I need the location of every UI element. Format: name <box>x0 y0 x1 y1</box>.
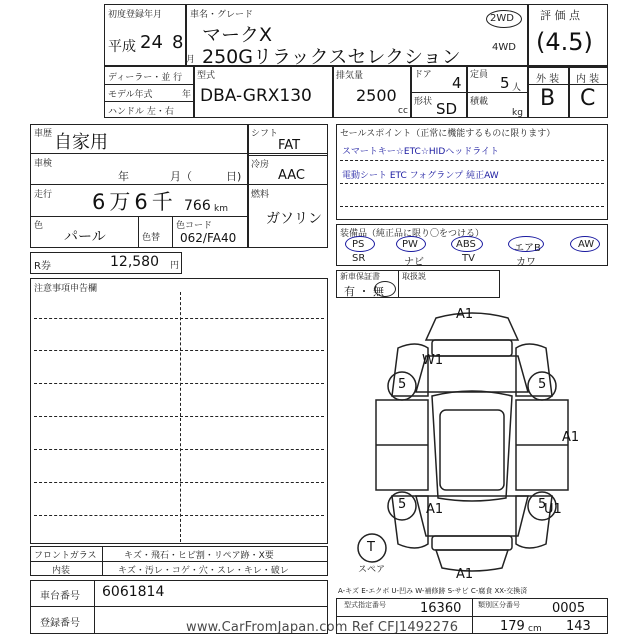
shift-label: シフト <box>251 129 279 139</box>
model-no-label: 型式指定番号 <box>344 601 386 609</box>
damage-legend: A-キズ E-エクボ U-凹み W-補修跡 S-サビ C-腐食 XX-交換済 <box>338 587 528 595</box>
sales-label: セールスポイント（正常に機能するものに限ります） <box>340 129 556 139</box>
car-name-label: 車名・グレード <box>190 10 254 20</box>
mileage-label: 走行 <box>34 190 53 200</box>
warranty-value: 有 ・ 無 <box>344 285 384 298</box>
door-value: 4 <box>452 74 462 92</box>
manual-label: 取扱説 <box>402 272 426 281</box>
chassis-label: 車台番号 <box>40 591 80 602</box>
notes-label: 注意事項申告欄 <box>34 284 98 294</box>
color-change-label: 色替 <box>142 233 161 243</box>
mark-front-top: A1 <box>456 307 474 322</box>
dim-unit: cm <box>528 624 542 634</box>
displacement-unit: cc <box>398 106 408 116</box>
displacement-value: 2500 <box>356 86 397 105</box>
shape-label: 形状 <box>414 97 433 107</box>
equip-ps-circle <box>345 236 375 252</box>
mileage-unit: km <box>214 204 228 214</box>
reg-era: 平成 <box>108 39 136 55</box>
inspection-day: 日) <box>226 170 242 183</box>
color-code-value: 062/FA40 <box>180 231 237 245</box>
spare-label: スペア <box>358 565 386 575</box>
equip-pw-circle <box>396 236 426 252</box>
shift-value: FAT <box>278 138 301 153</box>
handle-label: ハンドル 左・右 <box>108 107 174 117</box>
exterior-label: 外 装 <box>536 74 560 85</box>
reg-month: 8 <box>172 32 184 53</box>
mark-tire-rl: 5 <box>398 497 407 512</box>
color-label: 色 <box>34 221 44 231</box>
model-year-label: モデル年式 <box>108 90 153 100</box>
category-value: 自家用 <box>54 132 108 153</box>
equip-aw: AW <box>578 239 595 250</box>
category-label: 車歴 <box>34 129 53 139</box>
model-no-value: 16360 <box>420 601 462 616</box>
mark-rear-left: A1 <box>426 502 444 517</box>
displacement-label: 排気量 <box>336 71 364 81</box>
mark-rear-right: U1 <box>544 502 562 517</box>
load-unit: kg <box>512 108 523 118</box>
chassis-value: 6061814 <box>102 584 165 600</box>
recycle-frame <box>30 252 182 274</box>
class-no-value: 0005 <box>552 601 586 616</box>
interior-grade: C <box>580 86 596 111</box>
mark-rear-bottom: A1 <box>456 567 474 582</box>
load-label: 積載 <box>470 97 489 107</box>
warranty-label: 新車保証書 <box>340 272 380 281</box>
equip-ps: PS <box>352 239 365 250</box>
color-value: パール <box>64 229 106 245</box>
reg-no-label: 登録番号 <box>40 618 80 629</box>
mark-tire-fr: 5 <box>538 377 547 392</box>
car-grade: 250Gリラックスセレクション <box>202 46 461 68</box>
eval-label: 評 価 点 <box>540 9 580 22</box>
drive-2wd: 2WD <box>490 13 514 24</box>
equip-abs: ABS <box>456 239 476 250</box>
equip-airbag-circle <box>508 236 544 252</box>
windshield-label: フロントガラス <box>34 551 97 561</box>
capacity-label: 定員 <box>470 70 489 80</box>
sales-line-2: 電動シート ETC フォグランプ 純正AW <box>342 171 499 181</box>
spare-symbol: T <box>367 540 375 555</box>
car-name: マークX <box>202 24 273 46</box>
recycle-label: R券 <box>34 261 51 272</box>
windshield-value: キズ・飛石・ヒビ割・リペア跡・X要 <box>124 551 274 561</box>
equip-airbag: エアB <box>514 243 541 254</box>
color-code-label: 色コード <box>176 221 213 231</box>
class-no-label: 類別区分番号 <box>478 601 520 609</box>
drive-4wd: 4WD <box>492 42 516 53</box>
equip-aw-circle <box>570 236 600 252</box>
warranty-circle <box>374 281 396 297</box>
mileage-value: 6万6千 <box>92 190 177 214</box>
inspection-label: 車検 <box>34 159 53 169</box>
sales-line-1: スマートキー☆ETC☆HIDヘッドライト <box>342 147 499 157</box>
interior-label: 内 装 <box>576 74 600 85</box>
dim-value-2: 143 <box>566 619 591 634</box>
inspection-year: 年 <box>118 170 129 183</box>
type-value: DBA-GRX130 <box>200 86 312 106</box>
reg-date-label: 初度登録年月 <box>108 10 163 20</box>
eval-score: (4.5) <box>536 28 593 56</box>
shape-value: SD <box>436 100 458 118</box>
inspection-month: 月（ <box>170 170 192 183</box>
mark-tire-rr: 5 <box>538 497 547 512</box>
mark-front-left: W1 <box>422 353 444 368</box>
equip-tv: TV <box>462 253 475 264</box>
recycle-unit: 円 <box>170 261 180 271</box>
dealer-label: ディーラー・並 行 <box>108 73 183 83</box>
reg-month-unit: 月 <box>186 55 196 65</box>
bottom-interior-value: キズ・汚レ・コゲ・穴・スレ・キレ・破レ <box>118 566 289 576</box>
recycle-value: 12,580 <box>110 254 159 270</box>
equip-abs-circle <box>451 236 483 252</box>
type-label: 型式 <box>197 71 216 81</box>
ac-label: 冷房 <box>251 160 270 170</box>
mileage-sub: 766 <box>184 198 211 214</box>
watermark-text: www.CarFromJapan.com Ref CFJ1492276 <box>186 620 459 635</box>
equip-navi: ナビ <box>404 257 424 268</box>
bottom-interior-label: 内装 <box>52 566 71 576</box>
model-year-unit: 年 <box>182 90 192 100</box>
mark-tire-fl: 5 <box>398 377 407 392</box>
fuel-value: ガソリン <box>266 211 322 227</box>
ac-value: AAC <box>278 168 305 183</box>
equip-pw: PW <box>402 239 418 250</box>
reg-year: 24 <box>140 32 163 53</box>
capacity-value: 5 <box>500 74 510 92</box>
door-label: ドア <box>414 70 432 80</box>
equipment-label: 装備品（純正品に限り〇をつける） <box>340 229 485 239</box>
equip-leather: カワ <box>516 257 536 268</box>
dim-value-1: 179 <box>500 619 525 634</box>
capacity-unit: 人 <box>512 83 522 93</box>
exterior-grade: B <box>540 86 556 111</box>
fuel-label: 燃料 <box>251 190 270 200</box>
mark-right-side: A1 <box>562 430 580 445</box>
equip-sr: SR <box>352 253 366 264</box>
